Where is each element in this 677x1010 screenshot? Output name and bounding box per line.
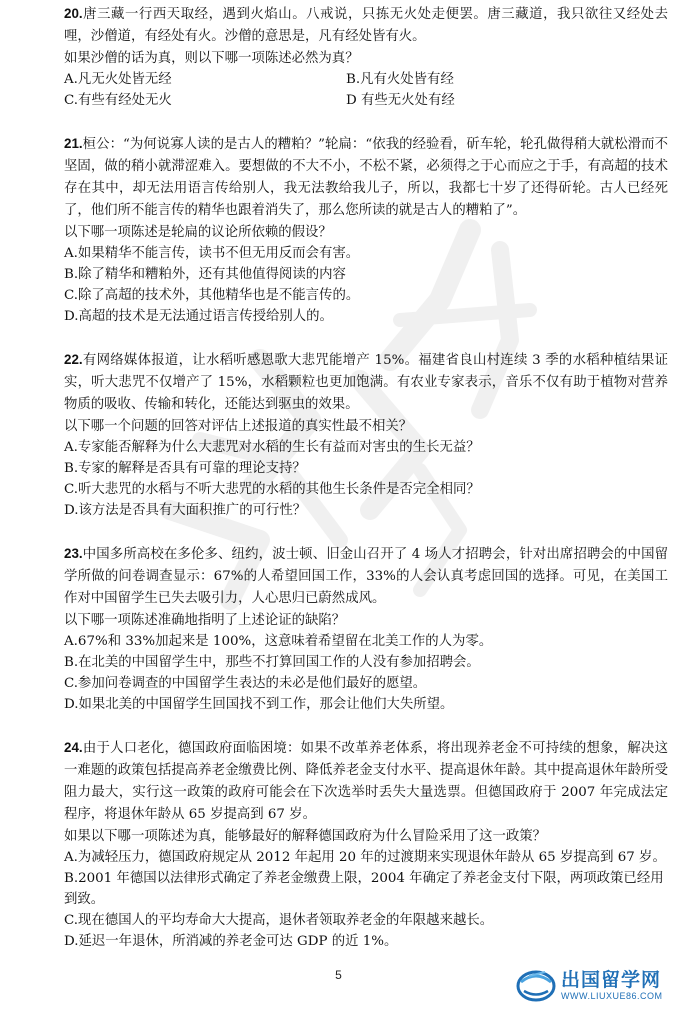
option-d: D.如果北美的中国留学生回国找不到工作，那会让他们大失所望。 [64, 697, 454, 712]
option-b: B.除了精华和糟粕外，还有其他值得阅读的内容 [64, 267, 346, 282]
stem-text: 有网络媒体报道，让水稻听感恩歌大悲咒能增产 15%。福建省良山村连续 3 季的水稻种植结果证实，听大悲咒不仅增产了 15%，水稻颗粒也更加饱满。有农业专家表示，音乐不仅有助于植物对营养物质的吸收、传输和转化，还能达到驱虫的效果。 [64, 353, 668, 412]
question-22 [64, 349, 668, 521]
option-d: D 有些无火处有经 [346, 93, 455, 108]
options-grid [64, 69, 668, 111]
question-number: 20. [64, 6, 83, 21]
page-number: 5 [335, 968, 342, 982]
question-prompt: 以下哪一项陈述是轮扁的议论所依赖的假设？ [64, 225, 332, 240]
option-c: C.参加问卷调查的中国留学生表达的未必是他们最好的愿望。 [64, 676, 427, 691]
option-a: A.如果精华不能言传，读书不但无用反而会有害。 [64, 246, 360, 261]
stem-text: 唐三藏一行西天取经，遇到火焰山。八戒说，只拣无火处走便罢。唐三藏道，我只欲往又经处去哩，沙僧道，有经处有火。沙僧的意思是，凡有经处皆有火。 [64, 7, 668, 44]
question-prompt: 如果以下哪一项陈述为真，能够最好的解释德国政府为什么冒险采用了这一政策？ [64, 829, 547, 844]
option-a: A.专家能否解释为什么大悲咒对水稻的生长有益而对害虫的生长无益？ [64, 440, 480, 455]
option-d: D.延迟一年退休，所消减的养老金可达 GDP 的近 1%。 [64, 934, 398, 949]
question-number: 21. [64, 136, 83, 151]
logo-url: WWW.LIUXUE86.COM [561, 991, 663, 1001]
question-prompt: 如果沙僧的话为真，则以下哪一项陈述必然为真？ [64, 51, 359, 66]
question-stem [64, 133, 668, 222]
stem-text: 由于人口老化，德国政府面临困境：如果不改革养老体系，将出现养老金不可持续的想象，解决这一难题的政策包括提高养老金缴费比例、降低养老金支付水平、提高退休年龄。其中提高退休年龄所受阻力最大，实行这一政策的政府可能会在下次选举时丢失大量选票。但德国政府于 2007 年完成法定程序，将退休年龄从 65 岁提高到 67 岁。 [64, 741, 668, 822]
option-d: D.该方法是否具有大面积推广的可行性？ [64, 503, 307, 518]
question-number: 23. [64, 546, 83, 561]
question-20 [64, 3, 668, 111]
option-b: B.凡有火处皆有经 [346, 72, 454, 87]
question-list [64, 3, 668, 974]
option-c: C.除了高超的技术外，其他精华也是不能言传的。 [64, 288, 360, 303]
option-c: C.听大悲咒的水稻与不听大悲咒的水稻的其他生长条件是否完全相同？ [64, 482, 480, 497]
logo-name: 出国留学网 [561, 969, 662, 991]
option-c: C.现在德国人的平均寿命大大提高，退休者领取养老金的年限越来越长。 [64, 913, 494, 928]
question-prompt: 以下哪一个问题的回答对评估上述报道的真实性最不相关？ [64, 419, 413, 434]
stem-text: 中国多所高校在多伦多、纽约，波士顿、旧金山召开了 4 场人才招聘会，针对出席招聘会的中国留学所做的问卷调查显示：67%的人希望回国工作，33%的人会认真考虑回国的选择。可见，在美国工作对中国留学生已失去吸引力，人心思归已蔚然成风。 [64, 547, 668, 606]
question-stem [64, 543, 668, 610]
question-21 [64, 133, 668, 327]
question-number: 22. [64, 352, 83, 367]
globe-icon [515, 964, 557, 1006]
question-23 [64, 543, 668, 715]
option-a: A.67%和 33%加起来是 100%，这意味着希望留在北美工作的人为零。 [64, 634, 493, 649]
option-a: A.凡无火处皆无经 [64, 72, 172, 87]
question-24 [64, 737, 668, 952]
stem-text: 桓公：“为何说寡人读的是古人的糟粕？”轮扁：“依我的经验看，斫车轮，轮孔做得稍大就松滑而不坚固，做的稍小就滞涩难入。要想做的不大不小，不松不紧，必须得之于心而应之于手，有高超的技术存在其中，却无法用语言传给别人，我无法教给我儿子，所以，我都七十岁了还得斫轮。古人已经死了，他们所不能言传的精华也跟着消失了，那么您所读的就是古人的糟粕了”。 [64, 137, 668, 218]
option-b: B.2001 年德国以法律形式确定了养老金缴费上限，2004 年确定了养老金支付下限，两项政策已经用到致。 [64, 871, 664, 907]
question-stem [64, 3, 668, 48]
question-stem [64, 737, 668, 826]
question-prompt: 以下哪一项陈述准确地指明了上述论证的缺陷？ [64, 613, 346, 628]
option-d: D.高超的技术是无法通过语言传授给别人的。 [64, 309, 333, 324]
option-a: A.为减轻压力，德国政府规定从 2012 年起用 20 年的过渡期来实现退休年龄从 65 岁提高到 67 岁。 [64, 850, 666, 865]
option-b: B.在北美的中国留学生中，那些不打算回国工作的人没有参加招聘会。 [64, 655, 480, 670]
question-number: 24. [64, 740, 83, 755]
option-c: C.有些有经处无火 [64, 93, 172, 108]
question-stem [64, 349, 668, 416]
site-logo[interactable] [515, 963, 677, 1008]
option-b: B.专家的解释是否具有可靠的理论支持？ [64, 461, 306, 476]
